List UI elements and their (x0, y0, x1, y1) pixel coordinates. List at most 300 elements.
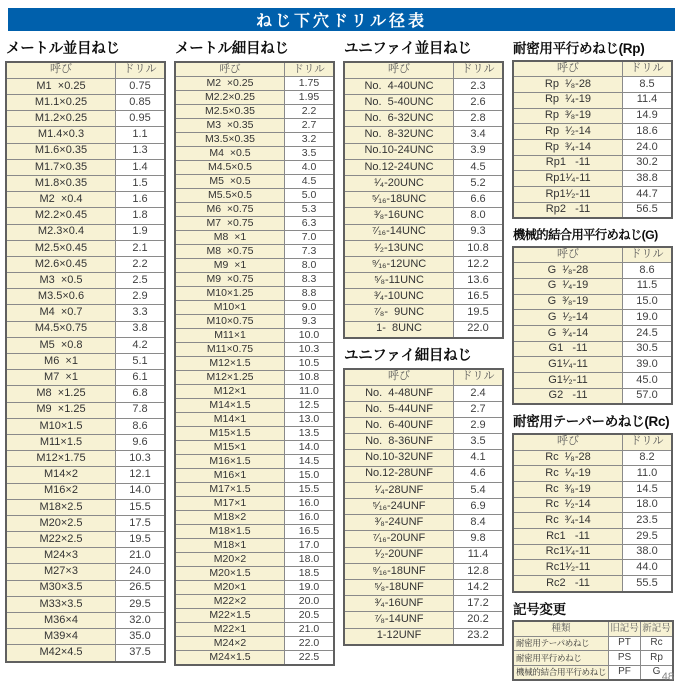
thread-name-cell: Rc ¹⁄₄-19 (513, 466, 623, 482)
drill-value-cell: 5.0 (285, 188, 335, 202)
thread-name-cell: M5 ×0.5 (175, 174, 285, 188)
thread-name-cell: M27×3 (6, 564, 116, 580)
thread-name-cell: No. 8-36UNF (344, 434, 454, 450)
table-row (6, 434, 165, 450)
thread-name-cell: No. 6-32UNC (344, 111, 454, 127)
table-row (513, 513, 672, 529)
thread-name-cell: M24×2 (175, 636, 285, 650)
thread-name-cell: 耐密用テーパめねじ (513, 636, 609, 651)
table-row (175, 538, 334, 552)
rc-taper-table (512, 433, 673, 593)
table-row (513, 263, 672, 279)
drill-value-cell: 12.1 (116, 467, 166, 483)
table-row (513, 278, 672, 294)
thread-name-cell: G ¹⁄₈-28 (513, 263, 623, 279)
drill-value-cell: 14.0 (285, 440, 335, 454)
drill-value-cell: 44.7 (623, 187, 673, 203)
drill-value-cell: 7.3 (285, 244, 335, 258)
thread-name-cell: M18×1 (175, 538, 285, 552)
drill-value-cell: 9.8 (454, 531, 504, 547)
table-row (513, 576, 672, 592)
thread-name-cell: M18×1.5 (175, 524, 285, 538)
table-row (344, 563, 503, 579)
thread-name-cell: M22×2.5 (6, 532, 116, 548)
table-row (344, 78, 503, 94)
thread-name-cell: M33×3.5 (6, 596, 116, 612)
thread-name-cell: M5.5×0.5 (175, 188, 285, 202)
thread-name-cell: ⁹⁄₁₆-18UNF (344, 563, 454, 579)
table-row (344, 531, 503, 547)
thread-name-cell: M11×1.5 (6, 434, 116, 450)
table-row (344, 401, 503, 417)
drill-value-cell: 1.75 (285, 76, 335, 90)
table-row (175, 524, 334, 538)
thread-name-cell: M5 ×0.8 (6, 337, 116, 353)
thread-name-cell: M36×4 (6, 613, 116, 629)
table-row (175, 146, 334, 160)
drill-value-cell: 13.6 (454, 273, 504, 289)
thread-name-cell: Rp ¹⁄₄-19 (513, 92, 623, 108)
drill-value-cell: 4.1 (454, 450, 504, 466)
table-row (175, 398, 334, 412)
drill-value-cell: 3.8 (116, 321, 166, 337)
table-row (175, 286, 334, 300)
drill-value-cell: 38.8 (623, 171, 673, 187)
drill-value-cell: 18.6 (623, 124, 673, 140)
drill-value-cell: 10.5 (285, 356, 335, 370)
drill-value-cell: 1.1 (116, 127, 166, 143)
drill-value-cell: 2.2 (285, 104, 335, 118)
thread-name-cell: ⁵⁄₁₆-24UNF (344, 499, 454, 515)
table-row (175, 482, 334, 496)
thread-name-cell: ³⁄₈-16UNC (344, 208, 454, 224)
metric-fine-table (174, 61, 335, 666)
table-row (175, 328, 334, 342)
drill-value-cell: 13.0 (285, 412, 335, 426)
table-row (6, 548, 165, 564)
thread-name-cell: G1¹⁄₂-11 (513, 373, 623, 389)
thread-name-cell: Rp ¹⁄₂-14 (513, 124, 623, 140)
table-row (6, 532, 165, 548)
drill-value-cell: 4.6 (454, 466, 504, 482)
table-row (6, 370, 165, 386)
drill-value-cell: 17.2 (454, 596, 504, 612)
g-parallel-section (512, 228, 675, 405)
thread-name-cell: ³⁄₄-16UNF (344, 596, 454, 612)
drill-value-cell: 0.95 (116, 111, 166, 127)
thread-name-cell: No.12-24UNC (344, 159, 454, 175)
table-row (6, 451, 165, 467)
thread-name-cell: M7 ×1 (6, 370, 116, 386)
thread-name-cell: M10×1.25 (175, 286, 285, 300)
thread-name-cell: M22×1.5 (175, 608, 285, 622)
drill-value-cell: 2.4 (454, 385, 504, 401)
drill-value-cell: 14.5 (623, 481, 673, 497)
drill-value-cell: 5.2 (454, 175, 504, 191)
thread-name-cell: Rc1¹⁄₄-11 (513, 544, 623, 560)
drill-value-cell: 10.0 (285, 328, 335, 342)
thread-name-cell: Rc ³⁄₈-19 (513, 481, 623, 497)
drill-value-cell: 8.4 (454, 515, 504, 531)
metric-fine-col-header-1: ドリル (285, 62, 335, 77)
thread-name-cell: M2.6×0.45 (6, 256, 116, 272)
thread-name-cell: M16×1.5 (175, 454, 285, 468)
table-row (175, 216, 334, 230)
table-row (175, 160, 334, 174)
drill-value-cell: 3.9 (454, 143, 504, 159)
table-row (344, 224, 503, 240)
drill-value-cell: 16.0 (285, 496, 335, 510)
thread-name-cell: Rp2 -11 (513, 202, 623, 218)
table-row (513, 481, 672, 497)
table-header-row (513, 247, 672, 263)
table-row (344, 547, 503, 563)
table-row (175, 496, 334, 510)
thread-name-cell: Rc2 -11 (513, 576, 623, 592)
drill-value-cell: 5.3 (285, 202, 335, 216)
thread-name-cell: M11×1 (175, 328, 285, 342)
table-row (175, 356, 334, 370)
drill-value-cell: 16.0 (285, 510, 335, 524)
table-row (344, 321, 503, 338)
thread-name-cell: M10×1 (175, 300, 285, 314)
drill-value-cell: 56.5 (623, 202, 673, 218)
chart-content (5, 41, 675, 681)
drill-value-cell: PS (609, 651, 641, 666)
thread-name-cell: 機械的結合用平行めねじ (513, 665, 609, 680)
drill-value-cell: 14.2 (454, 579, 504, 595)
drill-value-cell: 1.95 (285, 90, 335, 104)
drill-value-cell: Rp (641, 651, 674, 666)
thread-name-cell: M12×1.75 (6, 451, 116, 467)
table-row (513, 92, 672, 108)
drill-value-cell: 1.8 (116, 208, 166, 224)
drill-value-cell: 38.0 (623, 544, 673, 560)
table-row (175, 650, 334, 665)
thread-name-cell: M4.5×0.5 (175, 160, 285, 174)
table-row (513, 388, 672, 404)
table-row (344, 450, 503, 466)
drill-value-cell: 8.2 (623, 450, 673, 466)
drill-value-cell: 3.5 (285, 146, 335, 160)
thread-name-cell: No.10-24UNC (344, 143, 454, 159)
thread-name-cell: M18×2 (175, 510, 285, 524)
rc-taper-title: 耐密用テーパーめねじ(Rc) (513, 414, 670, 430)
table-row (344, 208, 503, 224)
table-row (175, 188, 334, 202)
table-row (344, 596, 503, 612)
thread-name-cell: Rp ³⁄₄-14 (513, 139, 623, 155)
thread-name-cell: M9 ×0.75 (175, 272, 285, 286)
drill-value-cell: 8.0 (285, 258, 335, 272)
drill-value-cell: 14.9 (623, 108, 673, 124)
table-row (6, 78, 165, 94)
metric-fine-title: メートル細目ねじ (175, 41, 289, 57)
drill-value-cell: 23.5 (623, 513, 673, 529)
table-row (175, 454, 334, 468)
table-row (6, 95, 165, 111)
unified-fine-table (343, 368, 504, 646)
table-header-row (513, 621, 673, 636)
thread-name-cell: M12×1 (175, 384, 285, 398)
drill-value-cell: 0.85 (116, 95, 166, 111)
thread-name-cell: G1 -11 (513, 341, 623, 357)
thread-name-cell: M30×3.5 (6, 580, 116, 596)
drill-value-cell: 32.0 (116, 613, 166, 629)
thread-name-cell: M1.8×0.35 (6, 175, 116, 191)
table-row (513, 636, 673, 651)
drill-value-cell: 24.0 (116, 564, 166, 580)
drill-value-cell: 5.4 (454, 482, 504, 498)
thread-name-cell: M3.5×0.35 (175, 132, 285, 146)
drill-value-cell: 10.3 (285, 342, 335, 356)
thread-name-cell: M17×1 (175, 496, 285, 510)
drill-value-cell: 2.9 (454, 418, 504, 434)
thread-name-cell: No. 5-40UNC (344, 95, 454, 111)
drill-value-cell: PF (609, 665, 641, 680)
drill-value-cell: 30.5 (623, 341, 673, 357)
drill-value-cell: 2.6 (454, 95, 504, 111)
thread-name-cell: M20×1.5 (175, 566, 285, 580)
thread-name-cell: M8 ×1 (175, 230, 285, 244)
symbol-change-col-header-1: 旧記号 (609, 621, 641, 636)
thread-name-cell: M20×2 (175, 552, 285, 566)
table-row (6, 564, 165, 580)
table-row (513, 325, 672, 341)
table-row (175, 384, 334, 398)
drill-value-cell: 21.0 (116, 548, 166, 564)
drill-value-cell: 19.5 (454, 305, 504, 321)
thread-name-cell: No. 8-32UNC (344, 127, 454, 143)
thread-name-cell: No.10-32UNF (344, 450, 454, 466)
drill-value-cell: 4.5 (285, 174, 335, 188)
drill-value-cell: PT (609, 636, 641, 651)
thread-name-cell: ⁷⁄₁₆-14UNC (344, 224, 454, 240)
thread-name-cell: M12×1.5 (175, 356, 285, 370)
drill-value-cell: 3.2 (285, 132, 335, 146)
metric-fine-section (174, 41, 337, 666)
drill-value-cell: 1.9 (116, 224, 166, 240)
drill-value-cell: 1.4 (116, 159, 166, 175)
symbol-change-col-header-2: 新記号 (641, 621, 674, 636)
drill-value-cell: 2.2 (116, 256, 166, 272)
drill-value-cell: 11.4 (623, 92, 673, 108)
table-header-row (6, 62, 165, 79)
drill-value-cell: 8.8 (285, 286, 335, 300)
drill-value-cell: 4.2 (116, 337, 166, 353)
drill-value-cell: 1.3 (116, 143, 166, 159)
thread-name-cell: M18×2.5 (6, 499, 116, 515)
thread-name-cell: M9 ×1.25 (6, 402, 116, 418)
column-unified (343, 41, 506, 646)
drill-value-cell: 6.9 (454, 499, 504, 515)
drill-value-cell: 3.5 (454, 434, 504, 450)
drill-value-cell: 14.5 (285, 454, 335, 468)
drill-value-cell: 2.8 (454, 111, 504, 127)
thread-name-cell: No.12-28UNF (344, 466, 454, 482)
drill-value-cell: 20.2 (454, 612, 504, 628)
thread-name-cell: M1.2×0.25 (6, 111, 116, 127)
table-row (6, 418, 165, 434)
drill-value-cell: 8.3 (285, 272, 335, 286)
thread-name-cell: G ³⁄₈-19 (513, 294, 623, 310)
thread-name-cell: ⁷⁄₈-14UNF (344, 612, 454, 628)
thread-name-cell: ³⁄₄-10UNC (344, 289, 454, 305)
thread-name-cell: ¹⁄₂-20UNF (344, 547, 454, 563)
thread-name-cell: M2 ×0.4 (6, 192, 116, 208)
unified-coarse-table (343, 61, 504, 339)
thread-name-cell: ⁵⁄₈-11UNC (344, 273, 454, 289)
drill-value-cell: 30.2 (623, 155, 673, 171)
thread-name-cell: M14×1 (175, 412, 285, 426)
table-row (513, 171, 672, 187)
table-row (6, 321, 165, 337)
thread-name-cell: ⁵⁄₈-18UNF (344, 579, 454, 595)
drill-value-cell: Rc (641, 636, 674, 651)
thread-name-cell: M14×1.5 (175, 398, 285, 412)
drill-value-cell: 6.6 (454, 192, 504, 208)
table-row (344, 579, 503, 595)
symbol-change-title: 記号変更 (513, 601, 566, 617)
drill-value-cell: 3.3 (116, 305, 166, 321)
drill-value-cell: 17.5 (116, 515, 166, 531)
table-header-row (175, 62, 334, 77)
drill-value-cell: 9.3 (454, 224, 504, 240)
table-row (6, 175, 165, 191)
drill-value-cell: 10.8 (454, 240, 504, 256)
table-row (175, 342, 334, 356)
table-row (513, 450, 672, 466)
table-row (513, 651, 673, 666)
thread-name-cell: Rc ³⁄₄-14 (513, 513, 623, 529)
rp-parallel-col-header-1: ドリル (623, 61, 673, 77)
drill-value-cell: 57.0 (623, 388, 673, 404)
drill-value-cell: 0.75 (116, 78, 166, 94)
thread-name-cell: M10×0.75 (175, 314, 285, 328)
table-row (513, 77, 672, 93)
table-row (344, 418, 503, 434)
drill-value-cell: 10.3 (116, 451, 166, 467)
rp-parallel-col-header-0: 呼び (513, 61, 623, 77)
drill-value-cell: 6.1 (116, 370, 166, 386)
thread-name-cell: No. 4-48UNF (344, 385, 454, 401)
drill-value-cell: 7.0 (285, 230, 335, 244)
table-row (344, 256, 503, 272)
thread-name-cell: ⁷⁄₁₆-20UNF (344, 531, 454, 547)
drill-value-cell: 4.5 (454, 159, 504, 175)
thread-name-cell: M15×1 (175, 440, 285, 454)
drill-value-cell: 12.2 (454, 256, 504, 272)
drill-value-cell: 45.0 (623, 373, 673, 389)
drill-value-cell: 22.5 (285, 650, 335, 665)
thread-name-cell: ⁵⁄₁₆-18UNC (344, 192, 454, 208)
thread-name-cell: M2.2×0.45 (6, 208, 116, 224)
thread-name-cell: Rp1¹⁄₄-11 (513, 171, 623, 187)
thread-name-cell: G ¹⁄₄-19 (513, 278, 623, 294)
drill-value-cell: 12.5 (285, 398, 335, 412)
table-row (175, 608, 334, 622)
table-row (6, 580, 165, 596)
column-metric-fine (174, 41, 337, 666)
table-row (6, 111, 165, 127)
thread-name-cell: M14×2 (6, 467, 116, 483)
table-row (513, 187, 672, 203)
drill-value-cell: 15.0 (623, 294, 673, 310)
symbol-change-section (512, 602, 675, 682)
drill-value-cell: 20.0 (285, 594, 335, 608)
table-row (344, 111, 503, 127)
drill-value-cell: 22.0 (285, 636, 335, 650)
thread-name-cell: Rp ¹⁄₈-28 (513, 77, 623, 93)
table-row (513, 139, 672, 155)
drill-value-cell: 9.0 (285, 300, 335, 314)
table-row (6, 645, 165, 662)
thread-name-cell: ⁷⁄₈- 9UNC (344, 305, 454, 321)
table-row (344, 515, 503, 531)
table-row (344, 95, 503, 111)
table-row (513, 544, 672, 560)
thread-name-cell: Rc1¹⁄₂-11 (513, 560, 623, 576)
table-row (6, 402, 165, 418)
table-row (6, 305, 165, 321)
drill-value-cell: 2.5 (116, 273, 166, 289)
unified-fine-col-header-1: ドリル (454, 369, 504, 386)
table-row (344, 612, 503, 628)
drill-value-cell: 10.8 (285, 370, 335, 384)
thread-name-cell: 1-12UNF (344, 628, 454, 645)
table-header-row (344, 369, 503, 386)
thread-name-cell: M20×2.5 (6, 515, 116, 531)
table-row (6, 596, 165, 612)
symbol-change-table (512, 620, 674, 681)
table-row (6, 354, 165, 370)
table-header-row (344, 62, 503, 79)
rc-taper-col-header-0: 呼び (513, 434, 623, 450)
table-row (175, 552, 334, 566)
column-metric-coarse (5, 41, 168, 663)
table-row (6, 159, 165, 175)
thread-name-cell: M16×2 (6, 483, 116, 499)
table-row (175, 90, 334, 104)
drill-value-cell: 15.5 (116, 499, 166, 515)
thread-name-cell: M24×1.5 (175, 650, 285, 665)
table-row (6, 273, 165, 289)
thread-name-cell: M20×1 (175, 580, 285, 594)
drill-value-cell: 5.1 (116, 354, 166, 370)
drill-value-cell: 1.5 (116, 175, 166, 191)
table-row (175, 468, 334, 482)
table-row (175, 314, 334, 328)
thread-name-cell: 1- 8UNC (344, 321, 454, 338)
thread-name-cell: M2.5×0.45 (6, 240, 116, 256)
thread-name-cell: Rc ¹⁄₂-14 (513, 497, 623, 513)
unified-coarse-section (343, 41, 506, 339)
table-row (175, 594, 334, 608)
unified-fine-col-header-0: 呼び (344, 369, 454, 386)
drill-value-cell: 18.5 (285, 566, 335, 580)
drill-value-cell: 8.5 (623, 77, 673, 93)
thread-name-cell: M1.7×0.35 (6, 159, 116, 175)
table-header-row (513, 61, 672, 77)
drill-value-cell: 8.6 (116, 418, 166, 434)
drill-value-cell: 9.3 (285, 314, 335, 328)
table-row (6, 515, 165, 531)
table-row (344, 305, 503, 321)
drill-value-cell: 18.0 (285, 552, 335, 566)
table-row (344, 289, 503, 305)
table-row (175, 258, 334, 272)
table-row (6, 224, 165, 240)
